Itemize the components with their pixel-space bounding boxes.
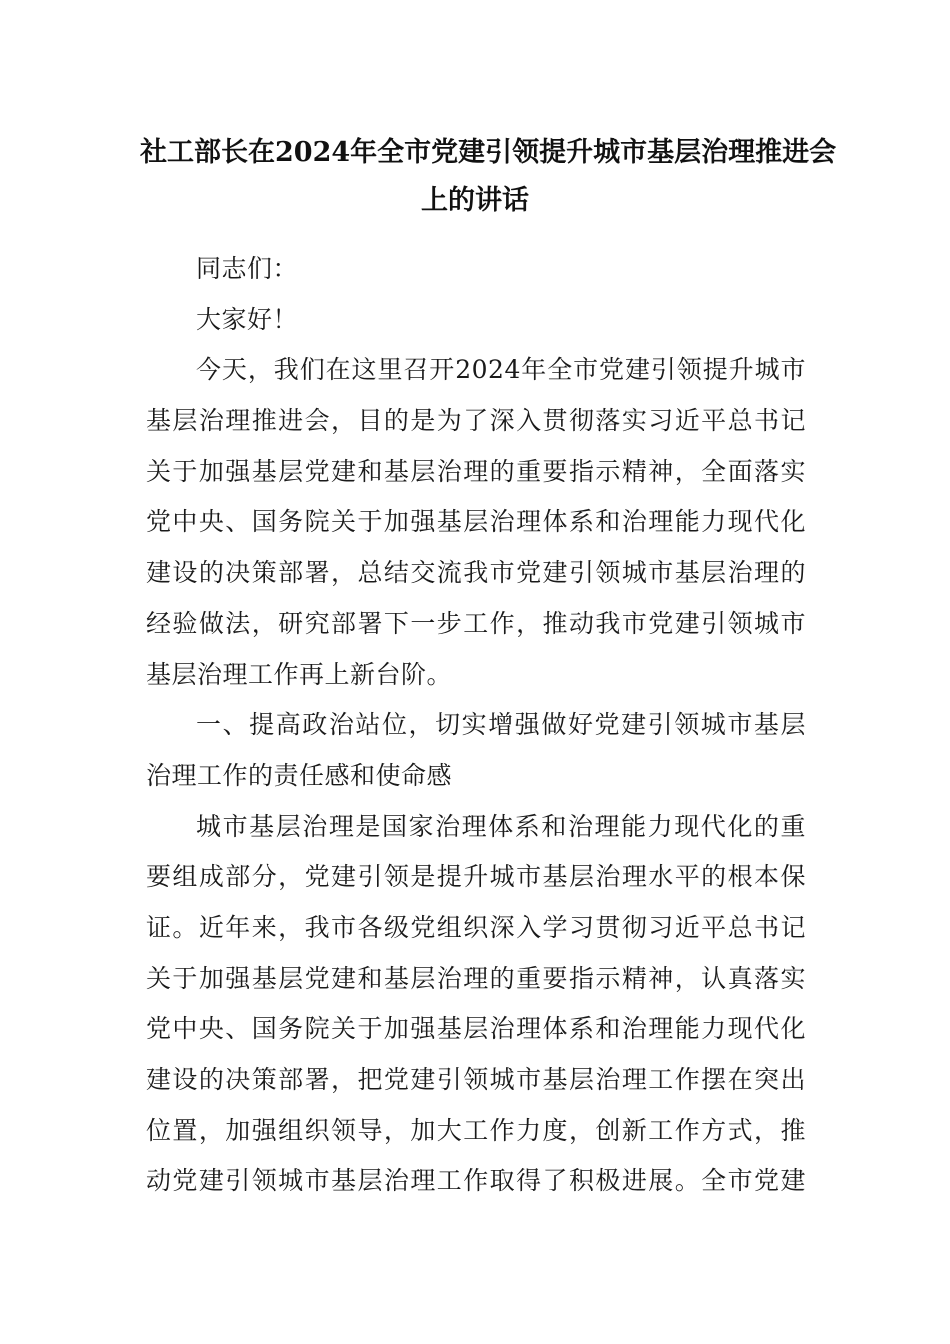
paragraph-2-line: 党中央、国务院关于加强基层治理体系和治理能力现代化 [146, 1014, 806, 1044]
paragraph-2-line: 要组成部分，党建引领是提升城市基层治理水平的根本保 [146, 862, 806, 892]
paragraph-2-line: 关于加强基层党建和基层治理的重要指示精神，认真落实 [146, 963, 806, 993]
paragraph-1-line: 建设的决策部署，总结交流我市党建引领城市基层治理的 [146, 558, 806, 588]
paragraph-1-line: 今天，我们在这里召开2024年全市党建引领提升城市 [196, 355, 806, 385]
paragraph-1-line: 关于加强基层党建和基层治理的重要指示精神，全面落实 [146, 456, 806, 486]
paragraph-2-line: 建设的决策部署，把党建引领城市基层治理工作摆在突出 [146, 1065, 806, 1094]
paragraph-1-line: 基层治理推进会，目的是为了深入贯彻落实习近平总书记 [146, 406, 806, 436]
paragraph-2-line: 城市基层治理是国家治理体系和治理能力现代化的重 [196, 811, 806, 841]
salutation: 同志们： [196, 254, 299, 283]
document-body [146, 244, 806, 1207]
paragraph-1-line: 基层治理工作再上新台阶。 [146, 659, 453, 689]
section-heading-1-line: 一、提高政治站位，切实增强做好党建引领城市基层 [196, 710, 806, 740]
document-title-line-2: 上的讲话 [421, 185, 529, 216]
document-title-line-1: 社工部长在2024年全市党建引领提升城市基层治理推进会 [140, 137, 837, 168]
paragraph-2-line: 动党建引领城市基层治理工作取得了积极进展。全市党建 [146, 1166, 806, 1196]
paragraph-1-line: 经验做法，研究部署下一步工作，推动我市党建引领城市 [146, 608, 806, 638]
greeting: 大家好！ [196, 304, 299, 334]
paragraph-2-line: 证。近年来，我市各级党组织深入学习贯彻习近平总书记 [146, 912, 806, 942]
section-heading-1-line: 治理工作的责任感和使命感 [146, 760, 453, 790]
paragraph-1-line: 党中央、国务院关于加强基层治理体系和治理能力现代化 [146, 507, 806, 537]
paragraph-2-line: 位置，加强组织领导，加大工作力度，创新工作方式，推 [146, 1115, 806, 1145]
